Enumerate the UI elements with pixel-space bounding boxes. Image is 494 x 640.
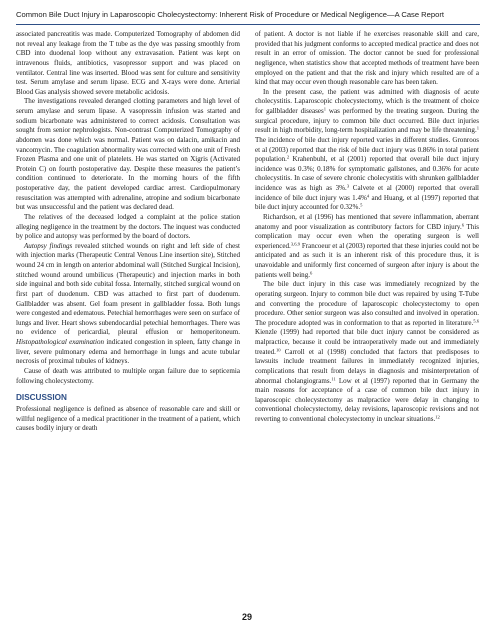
paragraph: The relatives of the deceased lodged a complaint at the police station alleging negligence in the treatment by the doctors. The inquest was conducted by police and autopsy was performed by the board of doctors. <box>16 212 240 241</box>
citation: 3 <box>346 183 350 189</box>
citation: 5 <box>360 202 363 208</box>
citation: 5,6 <box>473 318 479 324</box>
paragraph <box>255 213 479 280</box>
citation: 12 <box>435 414 440 420</box>
citation: 6 <box>310 270 313 276</box>
text-run: and Huang, et al (1997) reported that bile duct injury accounted for 0.32%. <box>255 193 479 212</box>
paragraph: Professional negligence is defined as absence of reasonable care and skill or willful negligence of a medical practitioner in the treatment of a patient, which causes bodily injury or death <box>16 405 240 433</box>
paragraph: associated pancreatitis was made. Computerized Tomography of abdomen did not reveal any leakage from the T tube as the dye was passing smoothly from CBD into duodenal loop without any extravasation. Patient was kept on intravenous fluids, antibiotics, vasopressor support and was placed on ventilator. Central line was inserted. Blood was sent for culture and sensitivity test. Serum amylase and serum lipase. ECG and X-rays were done. Arterial Blood Gas analysis showed severe metabolic acidosis. <box>16 30 240 96</box>
text-run: The bile duct injury in this case was immediately recognized by the operating surgeon. Injury to common bile duct was repaired by using T-Tube and converting the procedure of laparoscopic cholecystectomy to open procedure. Other senior surgeon was also consulted and involved in operation. The procedure adopted was in conformation to that as reported in literature. <box>255 280 479 327</box>
paragraph <box>255 280 479 424</box>
text-run: This complication may occur even when the operating surgeon is well experienced. <box>255 222 479 250</box>
citation: 3,6,9 <box>290 241 300 247</box>
left-column <box>16 30 240 434</box>
text-run: Calvete et al (2000) reported that overall incidence of bile duct injury was 1.4% <box>255 184 479 202</box>
text-run: The incidence of bile duct injury reported varies in different studies. Gronroos et al (2003) reported that the risk of bile duct injury was 0.86% in total patient population. <box>255 135 479 164</box>
text-run: Carroll et al (1998) concluded that factors that predisposes to lawsuits include treatment failures in immediately recognized injuries, complications that result from delays in diagnosis and misinterpretation of abnormal cholangiograms. <box>255 347 479 385</box>
citation: 1 <box>323 106 327 112</box>
paragraph: Cause of death was attributed to multiple organ failure due to septicemia following cholecystectomy. <box>16 366 240 385</box>
text-run: Kienzle (1999) had reported that bile duct injury cannot be considered as malpractice, because it could be intraoperatively made out and immediately treated. <box>255 328 479 356</box>
text-run: indicated congestion in spleen, fatty change in liver, severe pulmonary edema and hemorrhage in lungs and acute tubular necrosis of proximal tubules of kidneys. <box>16 338 240 366</box>
text-run: was performed by the treating surgeon. During the surgical procedure, injury to common bile duct occurred. Bile duct injuries result in high morbidity, long-term hospitalization and may be life threatening. <box>255 107 479 135</box>
text-run: Francoeur et al (2003) reported that these injuries could not be anticipated and as such it is an inherent risk of this procedure thus, it is unavoidable and uniformly first concerned of surgeon after injury is about the patients well being. <box>255 241 479 279</box>
paragraph <box>255 88 479 213</box>
paragraph: of patient. A doctor is not liable if he exercises reasonable skill and care, provided that his judgment conforms to accepted medical practice and does not result in an error of omission. The doctor cannot be sued for professional negligence, when statistics show that accepted methods of treatment have been employed on the patient and that the risk and injury which resulted are of a kind that may occur even though reasonable care has been taken. <box>255 30 479 87</box>
italic-label: Histopathological examination <box>16 338 105 346</box>
citation: 4 <box>366 193 370 199</box>
text-run: In the present case, the patient was admitted with diagnosis of acute cholecystitis. Laparoscopic cholecystectomy, which is the treatment of choice for gallbladder diseases <box>255 87 479 115</box>
citation: 11 <box>331 375 336 381</box>
running-header: Common Bile Duct Injury in Laparoscopic Cholecystectomy: Inherent Risk of Procedure or Medical Negligence—A Case Report <box>16 10 444 19</box>
page-number: 29 <box>241 612 252 622</box>
text-run: Krahenbuhl, et al (2001) reported that overall bile duct injury incidence was 0.3%; 0.18% for symptomatic gallstones, and 0.36% for acute cholecystitis. In case of severe chronic cholecystitis with shrunken gallbladder incidence was as high as 3%. <box>255 155 479 192</box>
paragraph: The investigations revealed deranged clotting parameters and high level of serum amylase and serum lipase. A vasopressin infusion was started and sodium bicarbonate was administered to correct acidosis. Consultation was sought from senior nephrologists. Non-contrast Computerized Tomography of abdomen was done which was normal. Patient was on dalacin, amikacin and vancomycin. The coagulation abnormality was corrected with one unit of Fresh Frozen Plasma and one unit of platelets. He was started on Xigris (Activated Protein C) on fourth postoperative day. Despite these measures the patient’s condition continued to deteriorate. In the morning hours of the fifth postoperative day, the patient developed cardiac arrest. Cardiopulmonary resuscitation was attempted with adrenaline, atropine and sodium bicarbonate but was unsuccessful and the patient was declared dead. <box>16 97 240 212</box>
header-rule <box>16 24 480 25</box>
citation: 10 <box>275 347 281 353</box>
right-column <box>255 30 479 425</box>
citation: 6 <box>461 221 465 227</box>
text-run: Low et al (1997) reported that in Germany the main reasons for acceptance of a case of common bile duct injury in laparoscopic cholecystectomy as malpractice were delay in changing to conventional cholecystectomy, delay revisions, laparoscopic revisions and not reverting to conventional cholecystectomy in unclear situations. <box>255 376 479 423</box>
italic-label: Autopsy findings <box>24 241 73 250</box>
paragraph-autopsy <box>16 242 240 367</box>
section-heading: DISCUSSION <box>16 393 67 403</box>
citation: 1 <box>476 125 479 131</box>
text-run: revealed stitched wounds on right and left side of chest with injection marks (Therapeutic Central Venous Line insertion site), Stitched wound 24 cm in length on anterior abdominal wall (Stitched Surgical Incision), stitched wound around umbilicus (Therapeutic) and injection marks in both side inguinal and both side cubital fossa. Internally, stitched surgical wound on first part of duodenum. CBD was attached to first part of duodenum. Gallbladder was absent. Gel foam present in gallbladder fossa. Both lungs were congested and edematous. Petechial hemorrhages were seen on surface of lungs and liver. Heart shows subendocardial petechial hemorrhages. There was no evidence of pericardial, pleural effusion or hemoperitoneum. <box>16 241 240 337</box>
citation: 2 <box>286 154 290 160</box>
text-run: Richardson, et al (1996) has mentioned that severe inflammation, aberrant anatomy and poor visualization as contributory factors for CBD injury. <box>255 212 479 231</box>
